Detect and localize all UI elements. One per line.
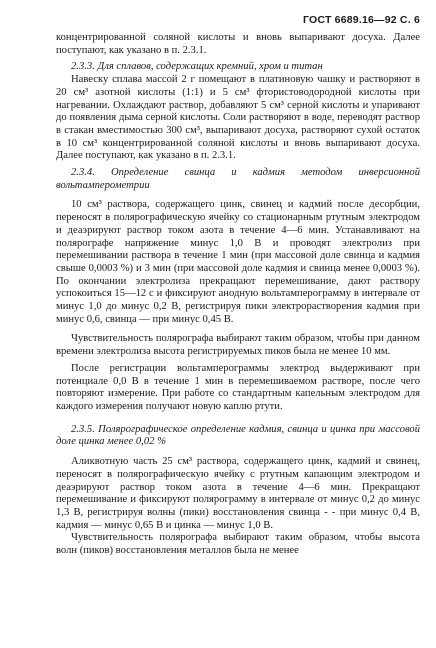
paragraph-electrolysis: 10 см³ раствора, содержащего цинк, свинец и кадмий после десорбции, переносят в полярографическую ячейку со стационарным ртутным электродом и деаэрируют раствор током азота в течение 4—6 мин. Устанавливают на полярографе напряжение минус 1,0 В и проводят электролиз при перемешивании раствора в течение 1 мин (при массовой доле свинца и кадмия свыше 0,0003 %) и 3 мин (при массовой доле кадмия и свинца менее 0,0003 %). По окончании электролиза прекращают перемешивание, дают раствору успокоиться 15—12 с и фиксируют анодную вольтамперограмму в интервале от минус 1,0 до минус 0,2 В, регистрируя пики электрорастворения кадмия при минус 0,6, свинца — при минус 0,45 В. (56, 199, 420, 325)
paragraph-registration: После регистрации вольтамперограммы электрод выдерживают при потенциале 0,0 В в течение 1 мин в перемешиваемом растворе, после чего повторяют измерение. При работе со стандартным капельным электродом для каждого измерения получают новую каплю ртути. (56, 362, 420, 412)
section-heading-2-3-3: 2.3.3. Для сплавов, содержащих кремний, хром и титан (71, 61, 323, 73)
paragraph-aliquot: Аликвотную часть 25 см³ раствора, содержащего цинк, кадмий и свинец, переносят в полярографическую ячейку с ртутным капающим электродом и деаэрируют раствор током азота в течение 4—6 мин. Прекращают перемешивание и фиксируют полярограмму в интервале от минус 0,2 до минус 1,3 В, регистрируя волны (пики) восстановления свинца - - при минус 0,4 В, кадмия — минус 0,65 В и цинка — минус 1,0 В. (56, 456, 420, 531)
paragraph-sensitivity: Чувствительность полярографа выбирают таким образом, чтобы при данном времени электролиза высота регистрируемых пиков была не менее 10 мм. (56, 333, 420, 358)
section-heading-2-3-4: 2.3.4. Определение свинца и кадмия методом инверсионной вольтамперометрии (56, 167, 420, 191)
paragraph-sensitivity-waves: Чувствительность полярографа выбирают таким образом, чтобы высота волн (пиков) восстановления металлов была не менее (56, 532, 420, 557)
document-body (56, 32, 420, 558)
section-heading-2-3-5: 2.3.5. Полярографическое определение кадмия, свинца и цинка при массовой доле цинка менее 0,02 % (56, 423, 420, 448)
paragraph-alloy-dissolution: Навеску сплава массой 2 г помещают в платиновую чашку и растворяют в 20 см³ азотной кислоты (1:1) и 5 см³ фтористоводородной кислоты при нагревании. Охлаждают раствор, добавляют 5 см³ серной кислоты и упаривают до появления дыма серной кислоты. Соли растворяют в воде, переводят раствор в стакан вместимостью 300 см³, выпаривают досуха, растворяют сухой остаток в 10 см³ концентрированной соляной кислоты и вновь выпаривают досуха. Далее поступают, как указано в п. 2.3.1. (56, 74, 420, 162)
paragraph-continuation: концентрированной соляной кислоты и вновь выпаривают досуха. Далее поступают, как указано в п. 2.3.1. (56, 32, 420, 56)
page-header: ГОСТ 6689.16—92 С. 6 (303, 14, 420, 26)
